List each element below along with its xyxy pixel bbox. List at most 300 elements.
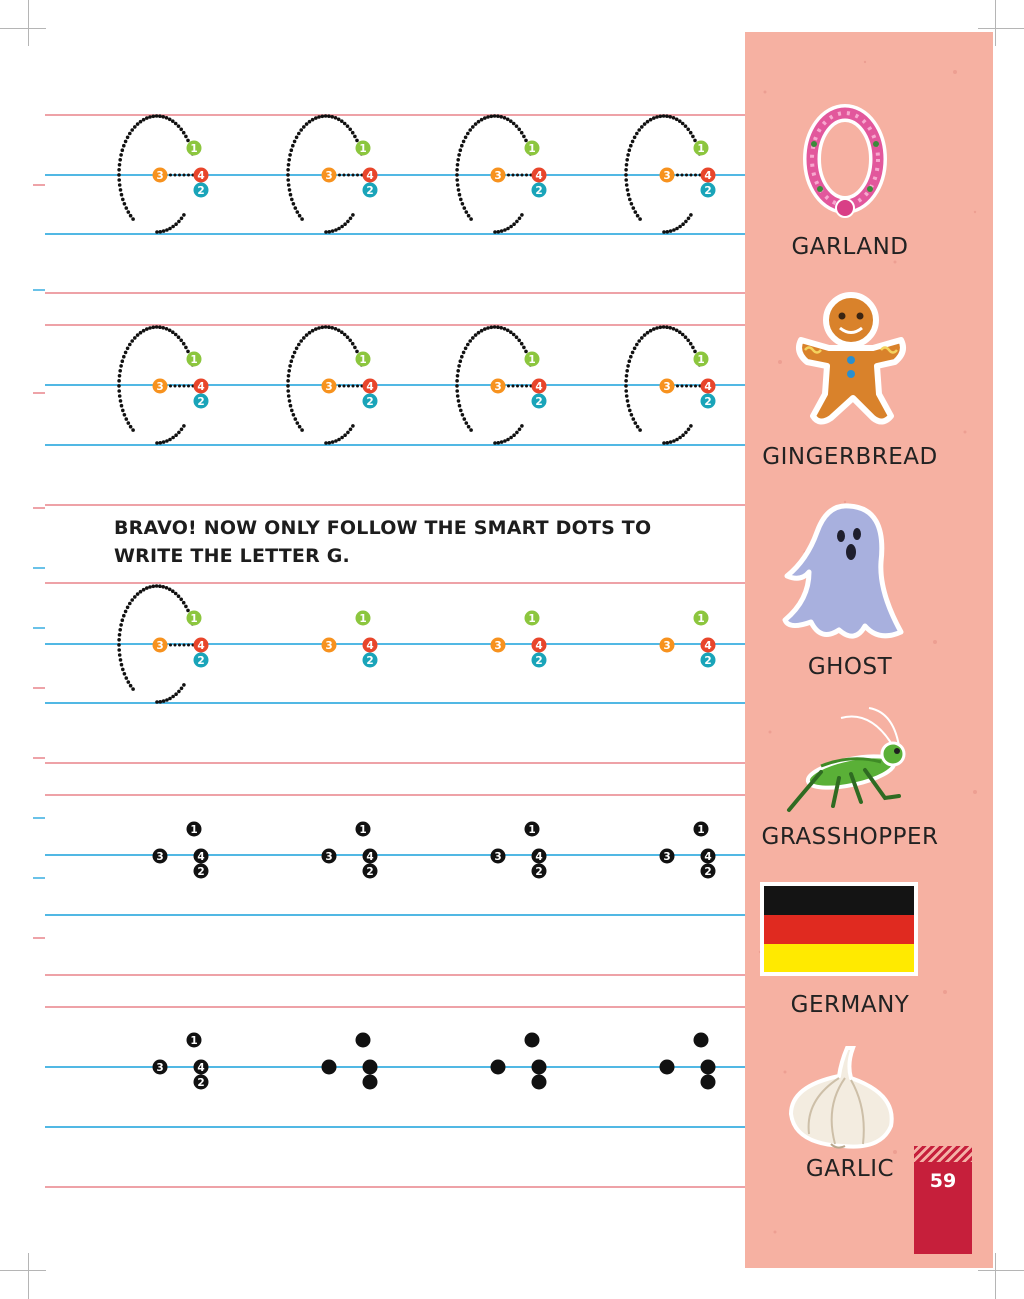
smart-dot-number: 3	[494, 380, 502, 393]
trace-dot	[121, 148, 125, 152]
smart-dot-1	[525, 1033, 540, 1048]
trace-dot	[477, 120, 481, 124]
smart-dot-number: 3	[156, 380, 164, 393]
trace-dot	[525, 385, 528, 388]
trace-dot	[294, 417, 298, 421]
trace-dot	[463, 206, 467, 210]
trace-dot	[638, 428, 642, 432]
trace-dot	[305, 333, 309, 337]
trace-dot	[352, 385, 355, 388]
trace-dot	[512, 333, 516, 337]
trace-dot	[506, 438, 510, 442]
vocabulary-panel	[745, 32, 993, 1268]
trace-dot	[287, 374, 291, 378]
smart-dot-4	[701, 379, 716, 394]
trace-dot	[690, 385, 693, 388]
trace-dot	[129, 684, 133, 688]
practice-row-4	[153, 822, 716, 879]
trace-dot	[123, 413, 127, 417]
trace-dot	[174, 122, 178, 126]
trace-dot	[308, 331, 312, 335]
trace-dot	[455, 389, 459, 393]
trace-dot	[287, 163, 291, 167]
smart-dot-4	[701, 849, 716, 864]
trace-dot	[152, 326, 156, 330]
trace-dot	[512, 433, 516, 437]
trace-dot	[184, 135, 188, 139]
trace-dot	[145, 586, 149, 590]
smart-dot-3	[153, 168, 168, 183]
trace-dot	[512, 122, 516, 126]
trace-dot	[522, 135, 526, 139]
smart-dot-2	[363, 183, 378, 198]
smart-dot-number: 2	[366, 654, 374, 667]
trace-dot	[174, 644, 177, 647]
trace-dot	[139, 331, 143, 335]
trace-dot	[117, 638, 121, 642]
trace-dot	[314, 116, 318, 120]
trace-dot	[346, 220, 350, 224]
trace-dot	[300, 217, 304, 221]
trace-dot	[165, 439, 169, 443]
smart-dot-number: 4	[366, 639, 374, 652]
trace-dot	[290, 409, 294, 413]
smart-dot-number: 2	[197, 184, 205, 197]
trace-dot	[286, 384, 290, 388]
trace-dot	[627, 404, 631, 408]
smart-dot-number: 2	[535, 654, 543, 667]
trace-dot	[130, 128, 134, 132]
trace-dot	[152, 115, 156, 119]
trace-dot	[117, 643, 121, 647]
smart-dot-1	[694, 611, 709, 626]
trace-dot	[314, 327, 318, 331]
letter-cell	[286, 114, 377, 234]
trace-dot	[183, 174, 186, 177]
trace-dot	[305, 122, 309, 126]
instruction-text	[114, 514, 674, 570]
trace-dot	[500, 440, 504, 444]
trace-dot	[517, 339, 521, 343]
trace-dot	[460, 355, 464, 359]
trace-dot	[297, 132, 301, 136]
smart-dot-2	[194, 653, 209, 668]
smart-dot-3	[153, 379, 168, 394]
trace-dot	[287, 369, 291, 373]
trace-dot	[159, 700, 163, 704]
trace-dot	[343, 174, 346, 177]
trace-dot	[457, 399, 461, 403]
smart-dot-4	[532, 379, 547, 394]
smart-dot-1	[187, 611, 202, 626]
trace-dot	[334, 116, 338, 120]
smart-dot-number: 3	[156, 850, 164, 863]
trace-dot	[182, 213, 186, 217]
trace-dot	[120, 193, 124, 197]
smart-dot-number: 2	[704, 654, 712, 667]
trace-dot	[659, 115, 663, 119]
smart-dot-4	[532, 1060, 547, 1075]
trace-dot	[324, 325, 328, 329]
trace-dot	[686, 339, 690, 343]
trace-dot	[287, 158, 291, 162]
trace-dot	[626, 364, 630, 368]
trace-dot	[624, 168, 628, 172]
trace-dot	[353, 346, 357, 350]
trace-dot	[127, 421, 131, 425]
smart-dot-number: 1	[697, 142, 705, 155]
smart-dot-number: 3	[325, 639, 333, 652]
trace-dot	[302, 125, 306, 129]
smart-dot-4	[701, 1060, 716, 1075]
trace-dot	[460, 144, 464, 148]
letter-cell	[660, 611, 716, 668]
trace-dot	[128, 132, 132, 136]
smart-dot-3	[660, 849, 675, 864]
trace-dot	[493, 114, 497, 118]
trace-dot	[177, 220, 181, 224]
trace-dot	[662, 230, 666, 234]
trace-dot	[331, 229, 335, 233]
trace-dot	[343, 385, 346, 388]
trace-dot	[296, 421, 300, 425]
smart-dot-number: 1	[190, 1034, 198, 1047]
smart-dot-number: 2	[197, 1076, 205, 1089]
ghost-icon	[779, 500, 909, 648]
trace-dot	[684, 431, 688, 435]
instruction-line-2: WRITE THE LETTER G.	[114, 545, 350, 567]
trace-dot	[477, 331, 481, 335]
smart-dot-2	[194, 394, 209, 409]
trace-dot	[687, 428, 691, 432]
trace-dot	[493, 441, 497, 445]
trace-dot	[480, 118, 484, 122]
trace-dot	[178, 174, 181, 177]
trace-dot	[119, 153, 123, 157]
trace-dot	[327, 325, 331, 329]
trace-dot	[634, 210, 638, 214]
trace-dot	[180, 428, 184, 432]
smart-dot-4	[532, 168, 547, 183]
trace-dot	[120, 663, 124, 667]
trace-dot	[665, 114, 669, 118]
trace-dot	[165, 327, 169, 331]
trace-dot	[515, 124, 519, 128]
trace-dot	[694, 385, 697, 388]
smart-dot-2	[532, 653, 547, 668]
trace-dot	[675, 118, 679, 122]
trace-dot	[155, 700, 159, 704]
trace-dot	[142, 118, 146, 122]
trace-dot	[356, 385, 359, 388]
smart-dot-2	[532, 1075, 547, 1090]
trace-dot	[649, 329, 653, 333]
smart-dot-3	[322, 638, 337, 653]
trace-dot	[675, 329, 679, 333]
trace-dot	[292, 413, 296, 417]
trace-dot	[681, 174, 684, 177]
smart-dot-number: 3	[156, 169, 164, 182]
trace-dot	[128, 343, 132, 347]
trace-dot	[634, 421, 638, 425]
trace-dot	[290, 198, 294, 202]
trace-dot	[343, 122, 347, 126]
trace-dot	[127, 680, 131, 684]
trace-dot	[351, 424, 355, 428]
trace-dot	[672, 327, 676, 331]
trace-dot	[290, 148, 294, 152]
smart-dot-3	[660, 1060, 675, 1075]
trace-dot	[461, 413, 465, 417]
trace-dot	[119, 658, 123, 662]
smart-dot-number: 1	[190, 353, 198, 366]
smart-dot-number: 4	[535, 850, 543, 863]
trace-dot	[625, 183, 629, 187]
trace-dot	[496, 114, 500, 118]
page-tab-stripes	[914, 1146, 972, 1162]
trace-dot	[506, 227, 510, 231]
smart-dot-4	[363, 379, 378, 394]
trace-dot	[456, 374, 460, 378]
trace-dot	[168, 227, 172, 231]
trace-dot	[689, 131, 693, 135]
trace-dot	[324, 230, 328, 234]
trace-dot	[509, 119, 513, 123]
trace-dot	[293, 140, 297, 144]
trace-dot	[338, 174, 341, 177]
trace-dot	[455, 379, 459, 383]
trace-dot	[624, 389, 628, 393]
trace-dot	[643, 333, 647, 337]
trace-dot	[183, 644, 186, 647]
letter-cell	[322, 822, 378, 879]
trace-dot	[171, 436, 175, 440]
trace-dot	[347, 385, 350, 388]
letter-cell	[660, 1033, 716, 1090]
trace-dot	[139, 590, 143, 594]
trace-dot	[121, 409, 125, 413]
smart-dot-number: 4	[197, 169, 205, 182]
trace-dot	[299, 339, 303, 343]
trace-dot	[628, 359, 632, 363]
trace-dot	[180, 217, 184, 221]
trace-dot	[289, 193, 293, 197]
smart-dot-2	[532, 864, 547, 879]
trace-dot	[678, 225, 682, 229]
smart-dot-number: 2	[197, 865, 205, 878]
trace-dot	[655, 326, 659, 330]
practice-row-3	[117, 584, 715, 704]
trace-dot	[117, 379, 121, 383]
trace-dot	[168, 329, 172, 333]
trace-dot	[520, 424, 524, 428]
smart-dot-3	[491, 638, 506, 653]
trace-dot	[118, 163, 122, 167]
trace-dot	[288, 188, 292, 192]
letter-cell	[153, 822, 209, 879]
trace-dot	[182, 131, 186, 135]
trace-dot	[351, 131, 355, 135]
trace-dot	[689, 213, 693, 217]
trace-dot	[625, 369, 629, 373]
practice-row-5	[153, 1033, 716, 1090]
trace-dot	[125, 676, 129, 680]
trace-dot	[130, 339, 134, 343]
trace-dot	[678, 436, 682, 440]
trace-dot	[296, 210, 300, 214]
trace-dot	[635, 132, 639, 136]
trace-dot	[161, 326, 165, 330]
trace-dot	[130, 598, 134, 602]
trace-dot	[521, 174, 524, 177]
word-label-gingerbread: GINGERBREAD	[762, 444, 938, 470]
trace-dot	[466, 343, 470, 347]
trace-dot	[118, 633, 122, 637]
trace-dot	[142, 588, 146, 592]
trace-dot	[179, 598, 183, 602]
trace-dot	[520, 342, 524, 346]
trace-dot	[355, 350, 359, 354]
trace-dot	[474, 122, 478, 126]
trace-dot	[693, 139, 697, 143]
germany-flag-icon	[760, 882, 918, 976]
smart-dot-3	[153, 638, 168, 653]
smart-dot-number: 4	[704, 380, 712, 393]
word-label-garland: GARLAND	[791, 234, 909, 260]
trace-dot	[686, 128, 690, 132]
trace-dot	[351, 213, 355, 217]
trace-dot	[509, 330, 513, 334]
trace-dot	[145, 327, 149, 331]
trace-dot	[122, 144, 126, 148]
trace-dot	[298, 214, 302, 218]
trace-dot	[633, 136, 637, 140]
trace-dot	[131, 217, 135, 221]
trace-dot	[524, 350, 528, 354]
trace-dot	[507, 385, 510, 388]
trace-dot	[148, 585, 152, 589]
trace-dot	[171, 330, 175, 334]
trace-dot	[353, 135, 357, 139]
trace-dot	[340, 436, 344, 440]
trace-dot	[182, 601, 186, 605]
letter-cell	[117, 114, 208, 234]
trace-dot	[158, 584, 162, 588]
smart-dot-number: 3	[494, 639, 502, 652]
trace-dot	[462, 140, 466, 144]
smart-dot-2	[194, 864, 209, 879]
trace-dot	[632, 417, 636, 421]
letter-cell	[624, 114, 715, 234]
trace-dot	[302, 336, 306, 340]
letter-cell	[153, 1033, 209, 1090]
trace-dot	[486, 115, 490, 119]
trace-dot	[456, 369, 460, 373]
trace-dot	[290, 359, 294, 363]
trace-dot	[168, 588, 172, 592]
trace-dot	[338, 385, 341, 388]
letter-cell	[491, 611, 547, 668]
trace-dot	[689, 342, 693, 346]
smart-dot-number: 3	[663, 380, 671, 393]
letter-cell	[117, 584, 208, 704]
trace-dot	[631, 140, 635, 144]
trace-dot	[287, 183, 291, 187]
trace-dot	[177, 124, 181, 128]
trace-dot	[461, 202, 465, 206]
trace-dot	[186, 609, 190, 613]
trace-dot	[187, 174, 190, 177]
trace-dot	[499, 115, 503, 119]
trace-dot	[646, 120, 650, 124]
smart-dot-2	[532, 183, 547, 198]
smart-dot-3	[491, 1060, 506, 1075]
trace-dot	[459, 359, 463, 363]
trace-dot	[321, 326, 325, 330]
trace-dot	[118, 653, 122, 657]
smart-dot-number: 1	[528, 353, 536, 366]
trace-dot	[177, 335, 181, 339]
trace-dot	[464, 347, 468, 351]
trace-dot	[471, 125, 475, 129]
trace-dot	[289, 404, 293, 408]
trace-dot	[681, 385, 684, 388]
smart-dot-number: 3	[663, 639, 671, 652]
trace-dot	[457, 153, 461, 157]
smart-dot-number: 3	[156, 639, 164, 652]
trace-dot	[665, 325, 669, 329]
smart-dot-3	[153, 1060, 168, 1075]
smart-dot-number: 2	[366, 395, 374, 408]
trace-dot	[317, 115, 321, 119]
trace-dot	[286, 178, 290, 182]
trace-dot	[678, 119, 682, 123]
letter-cell	[455, 114, 546, 234]
trace-dot	[127, 210, 131, 214]
smart-dot-number: 3	[325, 380, 333, 393]
trace-dot	[669, 229, 673, 233]
trace-dot	[672, 228, 676, 232]
trace-dot	[351, 342, 355, 346]
trace-dot	[133, 336, 137, 340]
smart-dot-number: 3	[494, 169, 502, 182]
practice-row-2	[117, 325, 715, 445]
smart-dot-1	[694, 1033, 709, 1048]
trace-dot	[346, 124, 350, 128]
trace-dot	[286, 389, 290, 393]
trace-dot	[148, 115, 152, 119]
trace-dot	[524, 139, 528, 143]
trace-dot	[515, 431, 519, 435]
smart-dot-number: 3	[663, 169, 671, 182]
trace-dot	[468, 128, 472, 132]
trace-dot	[509, 436, 513, 440]
trace-dot	[321, 115, 325, 119]
trace-dot	[145, 116, 149, 120]
trace-dot	[178, 644, 181, 647]
trace-dot	[126, 136, 130, 140]
trace-dot	[346, 431, 350, 435]
trace-dot	[182, 683, 186, 687]
trace-dot	[459, 198, 463, 202]
trace-dot	[676, 385, 679, 388]
trace-dot	[124, 610, 128, 614]
trace-dot	[159, 230, 163, 234]
smart-dot-1	[525, 141, 540, 156]
trace-dot	[463, 417, 467, 421]
trace-dot	[347, 174, 350, 177]
practice-row-1	[117, 114, 715, 234]
